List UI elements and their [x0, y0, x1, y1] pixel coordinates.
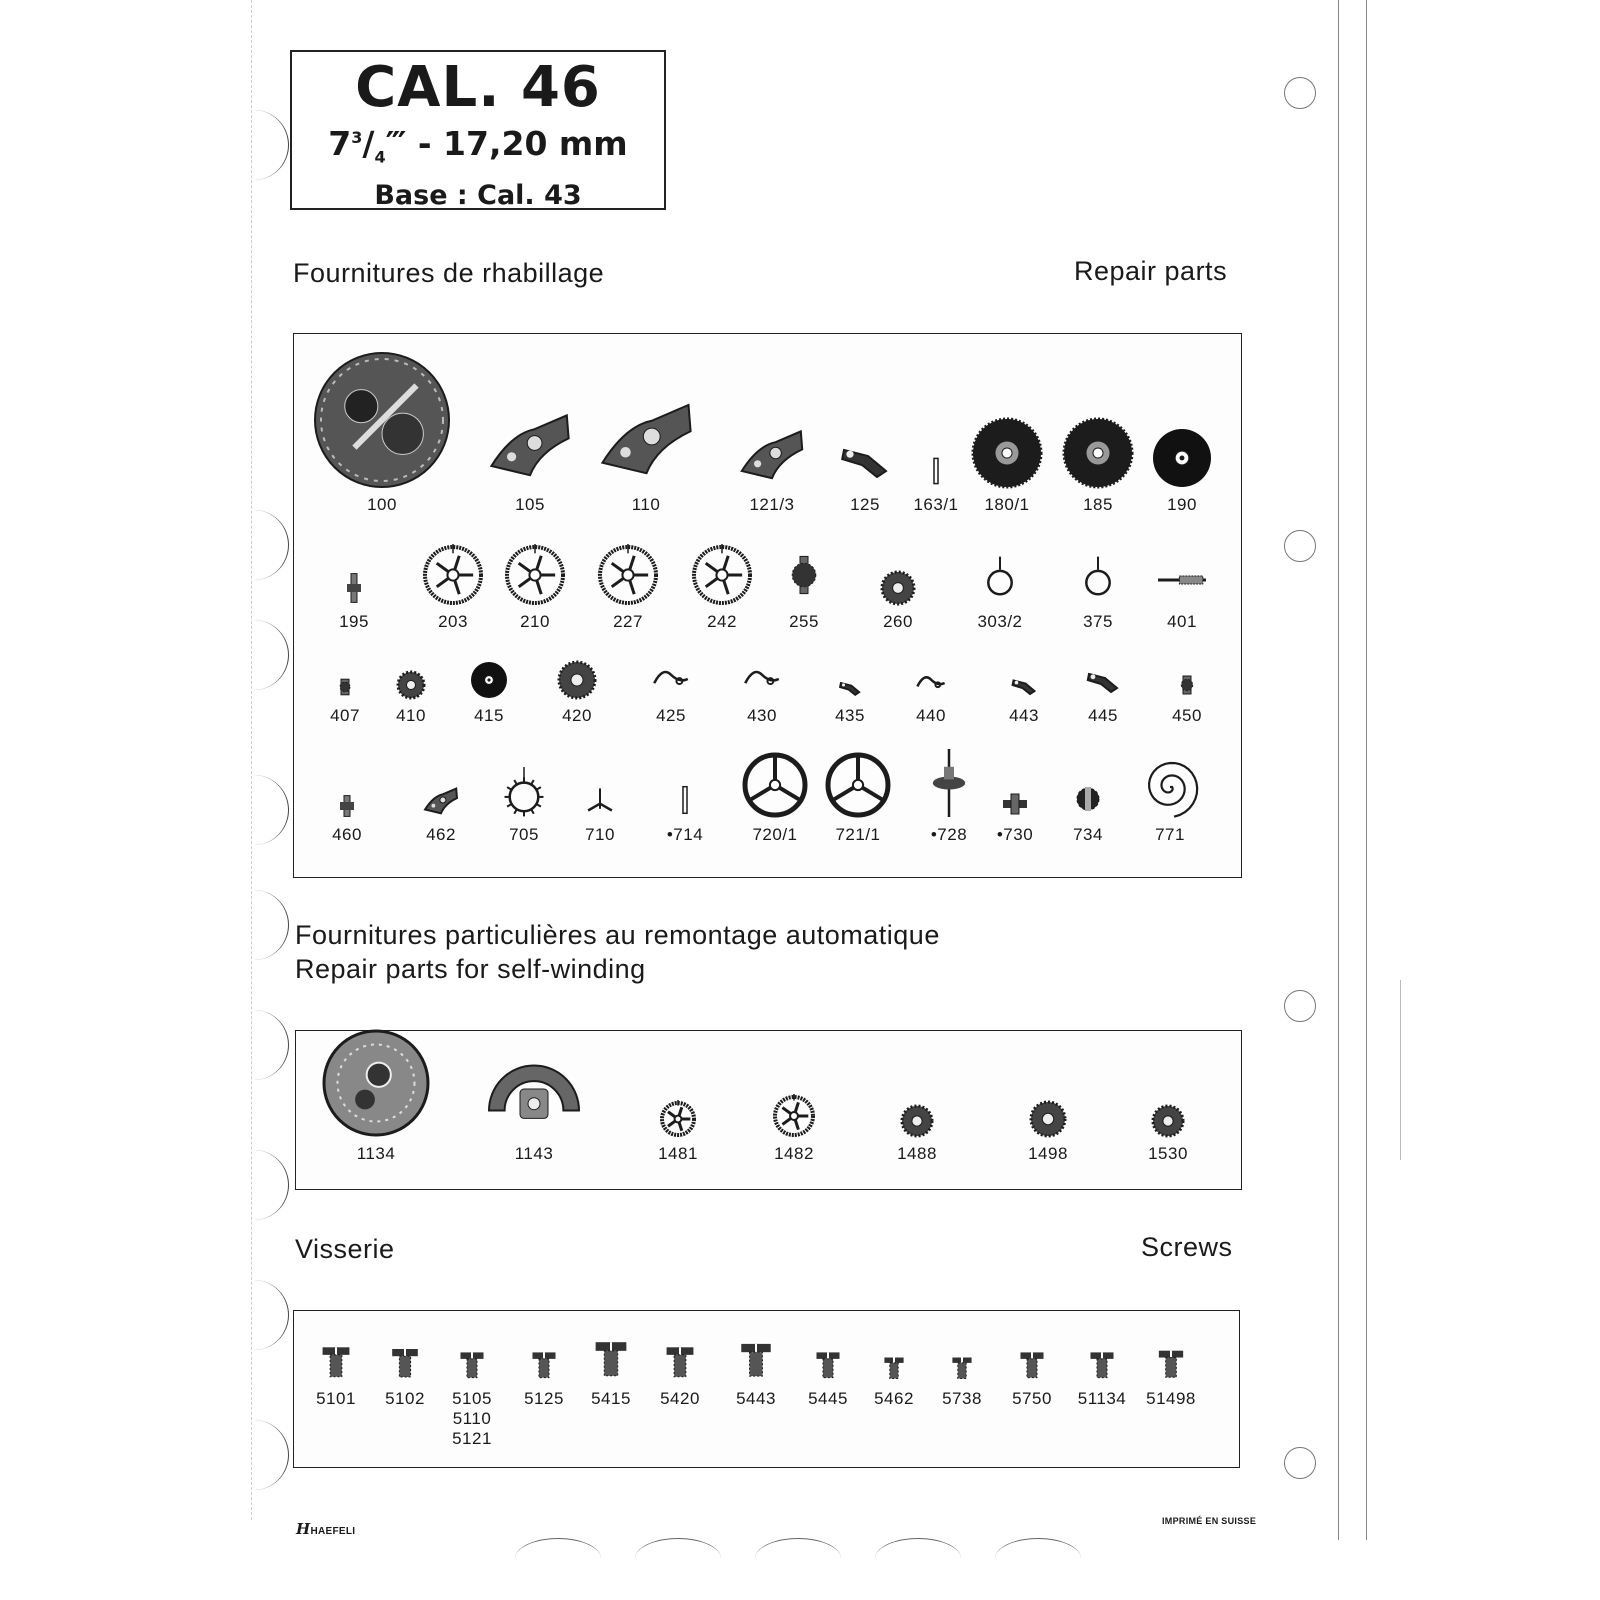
balance-wheel-icon: [741, 751, 809, 819]
part-number: 415: [474, 706, 504, 725]
bottom-arc: [515, 1538, 601, 1579]
bottom-arc: [635, 1538, 721, 1579]
pinion-icon: [773, 544, 835, 606]
publisher-logo-icon: H: [296, 1520, 311, 1538]
bridge-icon: [736, 417, 808, 489]
index-tab: [252, 890, 289, 960]
part-item: [1132, 554, 1232, 632]
part-number: 420: [562, 706, 592, 725]
screw-icon: [733, 1337, 779, 1383]
part-number: 445: [1088, 706, 1118, 725]
spring-icon: [741, 658, 783, 700]
arbor-icon: [336, 570, 372, 606]
part-number: 425: [656, 706, 686, 725]
bridge-icon: [484, 397, 576, 489]
spring-icon: [650, 658, 692, 700]
screw-icon: [1152, 1345, 1190, 1383]
part-number: 450: [1172, 706, 1202, 725]
part-item: [332, 351, 432, 515]
arbor-icon: [334, 793, 360, 819]
part-number: 303/2: [977, 612, 1023, 631]
part-number: 1481: [658, 1144, 698, 1163]
screw-icon: [454, 1347, 490, 1383]
part-number: 121/3: [749, 495, 795, 514]
size-frac-num: 3: [351, 128, 363, 147]
margin-line-right: [1338, 0, 1339, 1540]
part-number: 460: [332, 825, 362, 844]
part-number: 401: [1167, 612, 1197, 631]
auto-bridge-icon: [321, 1028, 431, 1138]
part-number: 195: [339, 612, 369, 631]
part-number: 375: [1083, 612, 1113, 631]
part-number: 5445: [808, 1389, 848, 1408]
part-number: 51134: [1077, 1389, 1127, 1408]
part-number: 227: [613, 612, 643, 631]
part-number: 1498: [1028, 1144, 1068, 1163]
part-number: 5125: [524, 1389, 564, 1408]
part-number: 443: [1009, 706, 1039, 725]
part-number: •728: [930, 825, 968, 844]
part-number: 705: [509, 825, 539, 844]
part-item: [527, 660, 627, 726]
screw-icon: [385, 1343, 425, 1383]
hairspring-icon: [1138, 755, 1202, 819]
part-item: [744, 1094, 844, 1164]
ring-icon: [974, 554, 1026, 606]
ring-icon: [1072, 554, 1124, 606]
part-item: [998, 1100, 1098, 1164]
part-number: 407: [330, 706, 360, 725]
part-number: 440: [916, 706, 946, 725]
part-number: •714: [666, 825, 704, 844]
bottom-arc: [995, 1538, 1081, 1579]
part-number: •730: [996, 825, 1034, 844]
punch-hole: [1284, 1447, 1316, 1479]
index-tab: [252, 1420, 289, 1490]
part-number: 710: [585, 825, 615, 844]
main-plate-icon: [313, 351, 451, 489]
part-item: [439, 660, 539, 726]
disc-icon: [469, 660, 509, 700]
gear-icon: [880, 570, 916, 606]
repair-parts-heading-fr: Fournitures de rhabillage: [293, 258, 605, 288]
wheel-icon: [422, 544, 484, 606]
punch-hole: [1284, 990, 1316, 1022]
screws-heading-en: Screws: [1141, 1232, 1233, 1262]
part-item: [957, 417, 1057, 515]
part-number: 734: [1073, 825, 1103, 844]
part-number: 1482: [774, 1144, 814, 1163]
part-item: [578, 544, 678, 632]
repair-parts-heading-en: Repair parts: [1074, 256, 1228, 286]
part-number: 771: [1155, 825, 1185, 844]
size-frac-den: 4: [374, 147, 386, 167]
part-item: [480, 397, 580, 515]
part-number: 5420: [660, 1389, 700, 1408]
pinion-icon: [1172, 670, 1202, 700]
escape-wheel-icon: [498, 767, 550, 819]
part-item: [867, 1104, 967, 1164]
barrel-icon: [1062, 417, 1134, 489]
part-item: [1120, 755, 1220, 845]
screw-icon: [315, 1341, 357, 1383]
part-number: 210: [520, 612, 550, 631]
part-number: 125: [850, 495, 880, 514]
part-number: 5750: [1012, 1389, 1052, 1408]
gear-icon: [1029, 1100, 1067, 1138]
stem-icon: [1156, 554, 1208, 606]
disc-icon: [1151, 427, 1213, 489]
wheel-icon: [597, 544, 659, 606]
part-item: [297, 793, 397, 845]
publisher-name: HAEFELI: [310, 1526, 356, 1537]
part-item: [950, 554, 1050, 632]
balance-wheel-icon: [824, 751, 892, 819]
size-suffix: ‴ - 17,20 mm: [385, 124, 628, 163]
part-item: [485, 544, 585, 632]
part-item: [1132, 427, 1232, 515]
part-number: 5462: [874, 1389, 914, 1408]
repair-parts-panel: [293, 333, 1242, 878]
part-item: [848, 570, 948, 632]
lever-icon: [1083, 660, 1123, 700]
part-number: 255: [789, 612, 819, 631]
part-number: 5738: [942, 1389, 982, 1408]
part-item: [635, 781, 735, 845]
part-item: [304, 570, 404, 632]
gear-icon: [1151, 1104, 1185, 1138]
wheel-icon: [691, 544, 753, 606]
part-number: 190: [1167, 495, 1197, 514]
size-frac-slash: /: [362, 124, 375, 163]
screws-panel: [293, 1310, 1240, 1468]
part-number: 105: [515, 495, 545, 514]
part-item: [596, 384, 696, 515]
index-tab: [252, 110, 289, 180]
screw-icon: [526, 1347, 562, 1383]
part-item: [1121, 1345, 1221, 1409]
part-item: [754, 544, 854, 632]
pinion-icon: [332, 674, 358, 700]
screw-icon: [659, 1341, 701, 1383]
screw-icon: [1084, 1347, 1120, 1383]
part-number: 720/1: [752, 825, 798, 844]
gear-icon: [900, 1104, 934, 1138]
screw-icon: [879, 1353, 909, 1383]
wheel-icon: [504, 544, 566, 606]
roller-icon: [1000, 789, 1030, 819]
spring-icon: [914, 666, 948, 700]
part-number: 1143: [514, 1144, 554, 1163]
part-item: [484, 1040, 584, 1164]
margin-line-right-outer: [1366, 0, 1367, 1540]
part-item: [808, 751, 908, 845]
stud-icon: [1068, 779, 1108, 819]
part-number: 435: [835, 706, 865, 725]
auto-parts-heading-fr: Fournitures particulières au remontage automatique: [295, 920, 940, 950]
printed-in-switzerland: IMPRIMÉ EN SUISSE: [1162, 1516, 1257, 1526]
part-item: [621, 658, 721, 726]
wheel-icon: [659, 1100, 697, 1138]
barrel-icon: [971, 417, 1043, 489]
part-item: [628, 1100, 728, 1164]
part-number: 5415: [591, 1389, 631, 1408]
part-item: [722, 417, 822, 515]
part-number-alt: 5121: [452, 1429, 492, 1448]
part-number: 5443: [736, 1389, 776, 1408]
part-number-alt: 5110: [452, 1409, 492, 1428]
screw-icon: [947, 1353, 977, 1383]
index-tab: [252, 510, 289, 580]
gear-icon: [396, 670, 426, 700]
index-tab: [252, 1150, 289, 1220]
index-tab: [252, 1280, 289, 1350]
part-number: 180/1: [984, 495, 1030, 514]
part-number: 430: [747, 706, 777, 725]
margin-line-right-faint: [1400, 980, 1401, 1160]
index-tab: [252, 1010, 289, 1080]
index-tab: [252, 775, 289, 845]
screws-heading-fr: Visserie: [295, 1234, 395, 1264]
caliber-base: Base : Cal. 43: [374, 179, 582, 211]
punch-hole: [1284, 530, 1316, 562]
part-number: 1488: [897, 1144, 937, 1163]
auto-parts-panel: [295, 1030, 1242, 1190]
screw-icon: [810, 1347, 846, 1383]
gear-icon: [557, 660, 597, 700]
pin-icon: [666, 781, 704, 819]
caliber-title-box: [290, 50, 666, 210]
pallet-fork-icon: [583, 785, 617, 819]
part-number: 100: [367, 495, 397, 514]
caliber-size: [292, 118, 664, 178]
part-item: [712, 658, 812, 726]
lever-icon: [1009, 670, 1039, 700]
part-number: 410: [396, 706, 426, 725]
pin-icon: [918, 453, 954, 489]
punch-hole: [1284, 77, 1316, 109]
bottom-arc: [875, 1538, 961, 1579]
caliber-title: CAL. 46: [355, 55, 601, 120]
screw-icon: [587, 1335, 635, 1383]
part-item: [1137, 670, 1237, 726]
part-number: 185: [1083, 495, 1113, 514]
part-number: 1530: [1148, 1144, 1188, 1163]
part-number: 5105: [452, 1389, 492, 1408]
publisher-mark: [296, 1520, 355, 1538]
bridge-icon: [594, 384, 699, 489]
part-number: 260: [883, 612, 913, 631]
part-number: 163/1: [913, 495, 959, 514]
size-prefix: 7: [328, 124, 352, 163]
wheel-icon: [772, 1094, 816, 1138]
part-number: 5102: [385, 1389, 425, 1408]
part-item: [881, 666, 981, 726]
index-tab: [252, 620, 289, 690]
part-number: 51498: [1146, 1389, 1196, 1408]
part-number: 1134: [356, 1144, 396, 1163]
part-number: 5101: [316, 1389, 356, 1408]
auto-parts-heading-en: Repair parts for self-winding: [295, 954, 646, 984]
part-item: [1118, 1104, 1218, 1164]
bridge-icon: [422, 781, 460, 819]
part-number: 462: [426, 825, 456, 844]
bottom-arc: [755, 1538, 841, 1579]
screw-icon: [1014, 1347, 1050, 1383]
part-item: [326, 1028, 426, 1164]
part-number: 110: [631, 495, 661, 514]
rotor-icon: [485, 1040, 583, 1138]
part-number: 242: [707, 612, 737, 631]
lever-icon: [837, 674, 863, 700]
part-number: 203: [438, 612, 468, 631]
part-number: 721/1: [835, 825, 881, 844]
